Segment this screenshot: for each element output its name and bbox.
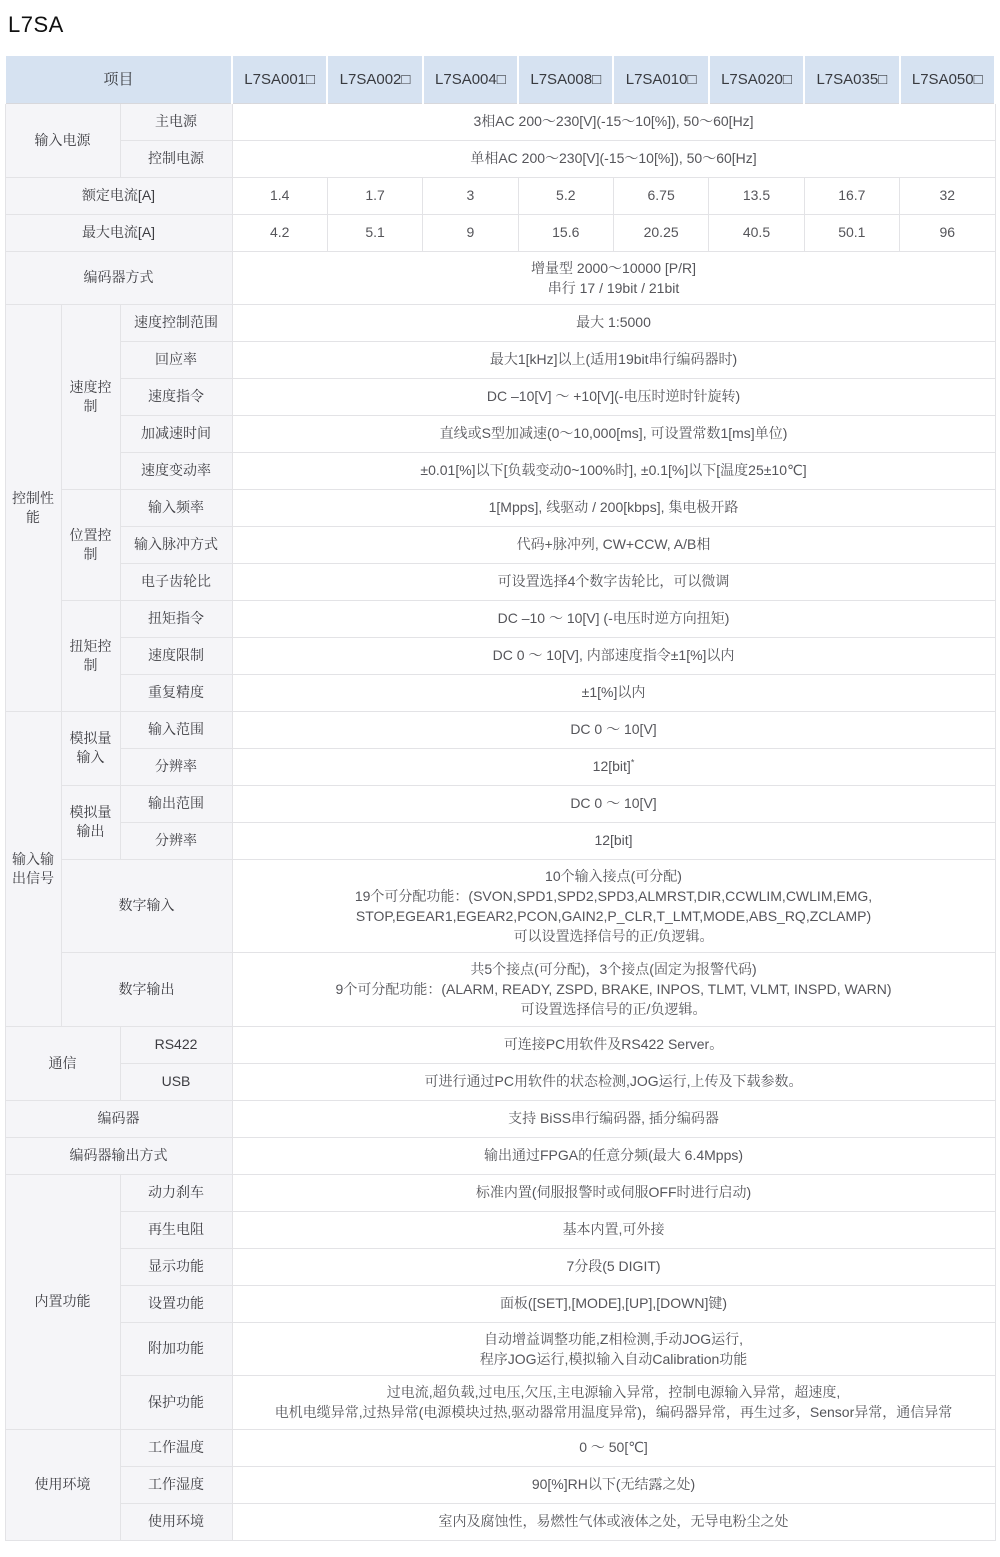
- spec-value: 32: [900, 177, 995, 214]
- header-row: [5, 55, 995, 103]
- spec-value: 7分段(5 DIGIT): [232, 1248, 995, 1285]
- spec-value: 3相AC 200～230[V](-15～10[%]), 50～60[Hz]: [232, 103, 995, 140]
- table-row: [5, 859, 995, 952]
- spec-value: 可进行通过PC用软件的状态检测,JOG运行,上传及下载参数。: [232, 1063, 995, 1100]
- spec-value: [232, 251, 995, 304]
- spec-value: 单相AC 200～230[V](-15～10[%]), 50～60[Hz]: [232, 140, 995, 177]
- footnote-asterisk: *: [630, 757, 635, 768]
- row-label: 输入脉冲方式: [120, 526, 232, 563]
- table-row: [5, 103, 995, 140]
- value-line: STOP,EGEAR1,EGEAR2,PCON,GAIN2,P_CLR,T_LMT,MODE,ABS_RQ,ZCLAMP): [355, 907, 872, 924]
- row-label: 输入范围: [120, 711, 232, 748]
- value-line: 10个输入接点(可分配): [545, 867, 682, 884]
- table-row: [5, 304, 995, 341]
- spec-value: 可连接PC用软件及RS422 Server。: [232, 1026, 995, 1063]
- table-row: [5, 600, 995, 637]
- row-label-max-current: 最大电流[A]: [5, 214, 232, 251]
- group-label-control-performance: 控制性能: [5, 304, 61, 711]
- row-label: 工作温度: [120, 1429, 232, 1466]
- table-row: [5, 563, 995, 600]
- table-row: [5, 341, 995, 378]
- spec-value: 可设置选择4个数字齿轮比，可以微调: [232, 563, 995, 600]
- row-label: 速度指令: [120, 378, 232, 415]
- table-row: [5, 489, 995, 526]
- row-label: 分辨率: [120, 748, 232, 785]
- table-row: [5, 822, 995, 859]
- spec-value: 16.7: [804, 177, 899, 214]
- spec-value: 20.25: [613, 214, 708, 251]
- table-row: [5, 711, 995, 748]
- spec-value: 50.1: [804, 214, 899, 251]
- column-header-model: L7SA008□: [518, 55, 613, 103]
- row-label: 回应率: [120, 341, 232, 378]
- spec-value: 室内及腐蚀性，易燃性气体或液体之处，无导电粉尘之处: [232, 1503, 995, 1540]
- spec-value: 输出通过FPGA的任意分频(最大 6.4Mpps): [232, 1137, 995, 1174]
- value-line: 可设置选择信号的正/负逻辑。: [520, 1001, 707, 1017]
- value-line: 19个可分配功能：(SVON,SPD1,SPD2,SPD3,ALMRST,DIR,CCWLIM,CWLIM,EMG,: [354, 887, 873, 904]
- row-label: 重复精度: [120, 674, 232, 711]
- table-row: [5, 952, 995, 1026]
- spec-value: 最大 1:5000: [232, 304, 995, 341]
- spec-value: [232, 952, 995, 1026]
- table-row: [5, 177, 995, 214]
- row-label-digital-output: 数字输出: [61, 952, 232, 1026]
- value-line: 程序JOG运行,模拟输入自动Calibration功能: [479, 1350, 748, 1367]
- spec-value: DC 0 ～ 10[V]: [232, 785, 995, 822]
- group-label-speed-control: 速度控制: [61, 304, 120, 489]
- spec-value: 15.6: [518, 214, 613, 251]
- column-header-model: L7SA035□: [804, 55, 899, 103]
- row-label: 主电源: [120, 103, 232, 140]
- row-label: 保护功能: [120, 1375, 232, 1429]
- spec-value: 5.1: [327, 214, 422, 251]
- spec-value: 12[bit]: [232, 822, 995, 859]
- value-line: 自动增益调整功能,Z相检测,手动JOG运行,: [484, 1330, 743, 1347]
- table-row: [5, 1466, 995, 1503]
- spec-value: 0 ～ 50[℃]: [232, 1429, 995, 1466]
- spec-value: ±1[%]以内: [232, 674, 995, 711]
- row-label: 使用环境: [120, 1503, 232, 1540]
- group-label-torque-control: 扭矩控制: [61, 600, 120, 711]
- group-label-communication: 通信: [5, 1026, 120, 1100]
- value-line: 共5个接点(可分配)，3个接点(固定为报警代码): [470, 961, 757, 977]
- column-header-model: L7SA010□: [613, 55, 708, 103]
- table-row: [5, 140, 995, 177]
- row-label: 再生电阻: [120, 1211, 232, 1248]
- table-row: [5, 1026, 995, 1063]
- spec-value: 标准内置(伺服报警时或伺服OFF时进行启动): [232, 1174, 995, 1211]
- column-header-model: L7SA001□: [232, 55, 327, 103]
- spec-value: 90[%]RH以下(无结露之处): [232, 1466, 995, 1503]
- group-label-analog-input: 模拟量输入: [61, 711, 120, 785]
- table-row: [5, 1211, 995, 1248]
- table-row: [5, 785, 995, 822]
- table-row: [5, 415, 995, 452]
- row-label: 输出范围: [120, 785, 232, 822]
- row-label: 扭矩指令: [120, 600, 232, 637]
- row-label: 控制电源: [120, 140, 232, 177]
- value-line: 增量型 2000～10000 [P/R]: [531, 259, 696, 276]
- column-header-item: 项目: [5, 55, 232, 103]
- table-row: [5, 637, 995, 674]
- row-label: 电子齿轮比: [120, 563, 232, 600]
- row-label: 速度控制范围: [120, 304, 232, 341]
- spec-value: 1.4: [232, 177, 327, 214]
- row-label: 附加功能: [120, 1322, 232, 1375]
- spec-page: [0, 12, 1000, 1541]
- value-line: 可以设置选择信号的正/负逻辑。: [513, 927, 714, 944]
- value-text: 12[bit]: [592, 758, 631, 774]
- spec-value: 直线或S型加减速(0～10,000[ms], 可设置常数1[ms]单位): [232, 415, 995, 452]
- column-header-model: L7SA050□: [900, 55, 995, 103]
- table-row: [5, 251, 995, 304]
- table-row: [5, 1503, 995, 1540]
- spec-value: [232, 1375, 995, 1429]
- table-row: [5, 1285, 995, 1322]
- spec-value: DC 0 ～ 10[V], 内部速度指令±1[%]以内: [232, 637, 995, 674]
- page-title: L7SA: [8, 12, 64, 37]
- spec-value: 3: [423, 177, 518, 214]
- spec-value: 支持 BiSS串行编码器, 插分编码器: [232, 1100, 995, 1137]
- spec-value: 96: [900, 214, 995, 251]
- row-label: 输入频率: [120, 489, 232, 526]
- row-label: 分辨率: [120, 822, 232, 859]
- table-row: [5, 674, 995, 711]
- group-label-input-power: 输入电源: [5, 103, 120, 177]
- row-label-digital-input: 数字输入: [61, 859, 232, 952]
- table-row: [5, 1429, 995, 1466]
- spec-table: [4, 54, 996, 1541]
- spec-value: 1[Mpps], 线驱动 / 200[kbps], 集电极开路: [232, 489, 995, 526]
- spec-value: DC –10 ～ 10[V] (-电压时逆方向扭矩): [232, 600, 995, 637]
- row-label: 显示功能: [120, 1248, 232, 1285]
- spec-value: 面板([SET],[MODE],[UP],[DOWN]键): [232, 1285, 995, 1322]
- row-label-encoder: 编码器: [5, 1100, 232, 1137]
- row-label-encoder-output: 编码器输出方式: [5, 1137, 232, 1174]
- row-label: 速度限制: [120, 637, 232, 674]
- spec-value: 4.2: [232, 214, 327, 251]
- table-row: [5, 1248, 995, 1285]
- row-label: RS422: [120, 1026, 232, 1063]
- table-row: [5, 1375, 995, 1429]
- spec-value: 40.5: [709, 214, 804, 251]
- spec-value: 5.2: [518, 177, 613, 214]
- value-line: 过电流,超负载,过电压,欠压,主电源输入异常，控制电源输入异常，超速度,: [386, 1384, 841, 1400]
- value-line: 9个可分配功能：(ALARM, READY, ZSPD, BRAKE, INPOS, TLMT, VLMT, INSPD, WARN): [335, 981, 892, 997]
- table-row: [5, 1100, 995, 1137]
- table-row: [5, 1174, 995, 1211]
- value-line: 电机电缆异常,过热异常(电源模块过热,驱动器常用温度异常)，编码器异常，再生过多，Sensor异常，通信异常: [274, 1404, 953, 1420]
- row-label: 加减速时间: [120, 415, 232, 452]
- spec-value: ±0.01[%]以下[负载变动0~100%时], ±0.1[%]以下[温度25±10℃]: [232, 452, 995, 489]
- row-label: USB: [120, 1063, 232, 1100]
- table-row: [5, 214, 995, 251]
- group-label-position-control: 位置控制: [61, 489, 120, 600]
- group-label-io-signals: 输入输出信号: [5, 711, 61, 1026]
- value-line: 串行 17 / 19bit / 21bit: [547, 279, 680, 296]
- spec-value: 6.75: [613, 177, 708, 214]
- table-row: [5, 452, 995, 489]
- spec-value: 基本内置,可外接: [232, 1211, 995, 1248]
- row-label: 动力刹车: [120, 1174, 232, 1211]
- column-header-model: L7SA002□: [327, 55, 422, 103]
- table-row: [5, 378, 995, 415]
- row-label-rated-current: 额定电流[A]: [5, 177, 232, 214]
- column-header-model: L7SA020□: [709, 55, 804, 103]
- group-label-builtin-functions: 内置功能: [5, 1174, 120, 1429]
- table-row: [5, 1137, 995, 1174]
- spec-value: 9: [423, 214, 518, 251]
- table-row: [5, 748, 995, 785]
- table-row: [5, 526, 995, 563]
- group-label-analog-output: 模拟量输出: [61, 785, 120, 859]
- row-label: 工作湿度: [120, 1466, 232, 1503]
- spec-value: [232, 859, 995, 952]
- spec-value: [232, 748, 995, 785]
- group-label-environment: 使用环境: [5, 1429, 120, 1540]
- column-header-model: L7SA004□: [423, 55, 518, 103]
- spec-value: 代码+脉冲列, CW+CCW, A/B相: [232, 526, 995, 563]
- table-row: [5, 1322, 995, 1375]
- spec-value: [232, 1322, 995, 1375]
- spec-value: 1.7: [327, 177, 422, 214]
- spec-value: DC 0 ～ 10[V]: [232, 711, 995, 748]
- row-label: 设置功能: [120, 1285, 232, 1322]
- spec-value: 13.5: [709, 177, 804, 214]
- row-label: 速度变动率: [120, 452, 232, 489]
- spec-value: DC –10[V] ～ +10[V](-电压时逆时针旋转): [232, 378, 995, 415]
- spec-value: 最大1[kHz]以上(适用19bit串行编码器时): [232, 341, 995, 378]
- row-label-encoder-type: 编码器方式: [5, 251, 232, 304]
- table-row: [5, 1063, 995, 1100]
